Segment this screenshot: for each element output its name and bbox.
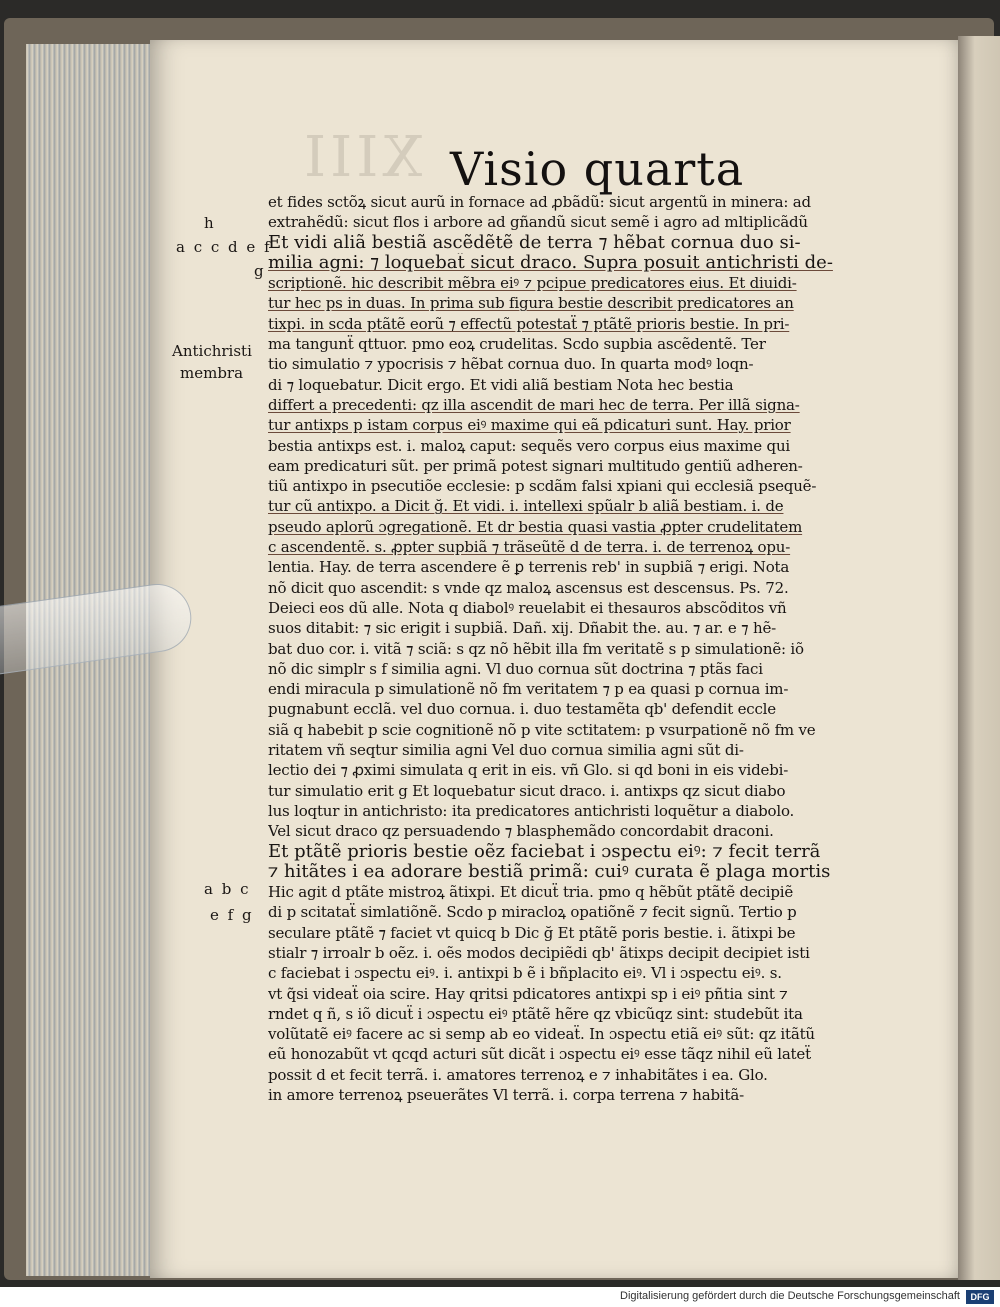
margin-letter-g: g — [254, 262, 266, 280]
text-line: suos ditabit: ⁊ sic erigit i supbiã. Dañ. xij. Dñabit the. au. ⁊ ar. e ⁊ hẽ- — [268, 619, 776, 638]
text-line: Deieci eos dũ alle. Nota q diabolꝰ reuelabit ei thesauros abscõditos vñ — [268, 598, 787, 617]
text-line: lus loqtur in antichristo: ita predicatores antichristi loquẽtur a diabolo. — [268, 801, 795, 820]
running-head: Visio quarta — [450, 142, 745, 196]
dfg-logo: DFG — [966, 1290, 994, 1304]
text-line: endi miracula p simulationẽ nõ fm veritatem ⁊ p ea quasi p cornua im- — [268, 680, 789, 699]
text-line: differt a precedenti: qz illa ascendit de mari hec de terra. Per illã signa- — [268, 395, 800, 414]
text-line: eũ honozabũt vt qcqd acturi sũt dicãt i ɔspectu eiꝰ esse tãqz nihil eũ lateẗ — [268, 1045, 811, 1064]
text-line: tixpi. in scda ptãtẽ eorũ ⁊ effectũ potestaẗ ⁊ ptãtẽ prioris bestie. In pri- — [268, 314, 790, 333]
text-line: in amore terrenoꝝ pseuerãtes Vl terrã. i. corpa terrena ⁊ habitã- — [268, 1086, 744, 1105]
text-line: Hic agit d ptãte mistroꝝ ãtixpi. Et dicuẗ tria. pmo q hẽbũt ptãtẽ decipiẽ — [268, 883, 794, 902]
main-text-block — [268, 192, 896, 1105]
text-line: vt q̃si videaẗ oia scire. Hay qritsi pdicatores antixpi sp i eiꝰ pñtia sint ⁊ — [268, 984, 788, 1003]
text-line: bestia antixps est. i. maloꝝ caput: sequẽs vero corpus eius maxime qui — [268, 436, 791, 455]
text-line: possit d et fecit terrã. i. amatores terrenoꝝ e ⁊ inhabitãtes i ea. Glo. — [268, 1065, 768, 1084]
text-line: ⁊ hitãtes i ea adorare bestiã primã: cuiꝰ curata ẽ plaga mortis — [268, 861, 831, 882]
text-line: lentia. Hay. de terra ascendere ẽ ꝑ terrenis reb' in supbiã ⁊ erigi. Nota — [268, 558, 790, 577]
text-line: lectio dei ⁊ ꝓximi simulata q erit in eis. vñ Glo. si qd boni in eis videbi- — [268, 761, 789, 780]
text-line: pseudo aplorũ ɔgregationẽ. Et dr bestia quasi vastia ꝓpter crudelitatem — [268, 517, 803, 536]
text-line: Et vidi aliã bestiã ascẽdẽtẽ de terra ⁊ hẽbat cornua duo si- — [268, 232, 801, 253]
margin-membra: membra — [180, 364, 244, 382]
text-line: tur cũ antixpo. a Dicit ğ. Et vidi. i. intellexi spũalr b aliã bestiam. i. de — [268, 497, 784, 516]
text-line: volũtatẽ eiꝰ facere ac si semp ab eo videaẗ. In ɔspectu etiã eiꝰ sũt: qz itãtũ — [268, 1025, 815, 1044]
bleed-through-text: XIII — [300, 125, 423, 190]
footer-bar — [0, 1287, 1000, 1307]
margin-letters-a-f: a c c d e f — [176, 238, 272, 256]
text-line: di p scitataẗ simlatiõnẽ. Scdo p miracloꝝ opatiõnẽ ⁊ fecit signũ. Tertio p — [268, 903, 797, 922]
text-line: tur simulatio erit g Et loquebatur sicut draco. i. antixps qz sicut diabo — [268, 781, 786, 800]
footer-credit: Digitalisierung gefördert durch die Deutsche Forschungsgemeinschaft — [620, 1290, 960, 1302]
text-line: nõ dicit quo ascendit: s vnde qz maloꝝ ascensus est descensus. Ps. 72. — [268, 578, 789, 597]
margin-letter-h: h — [204, 214, 216, 232]
text-line: tio simulatio ⁊ ypocrisis ⁊ hẽbat cornua duo. In quarta modꝰ loqn- — [268, 355, 754, 374]
text-line: eam predicaturi sũt. per primã potest signari multitudo gentiũ adheren- — [268, 456, 803, 475]
text-line: ma tangunẗ qttuor. pmo eoꝝ crudelitas. Scdo supbia ascẽdentẽ. Ter — [268, 335, 766, 354]
text-line: pugnabunt ecclã. vel duo cornua. i. duo testamẽta qb' defendit eccle — [268, 700, 776, 719]
text-line: Et ptãtẽ prioris bestie oẽz faciebat i ɔspectu eiꝰ: ⁊ fecit terrã — [268, 841, 821, 862]
text-line: nõ dic simplr s f similia agni. Vl duo cornua sũt doctrina ⁊ ptãs faci — [268, 659, 763, 678]
text-line: stialr ⁊ irroalr b oẽz. i. oẽs modos decipiẽdi qb' ãtixps decipit decipiet isti — [268, 943, 810, 962]
text-line: extrahẽdũ: sicut flos i arbore ad gñandũ sicut semẽ i agro ad mltiplicãdũ — [268, 213, 808, 232]
text-line: tur antixps p istam corpus eiꝰ maxime qui eã pdicaturi sunt. Hay. prior — [268, 416, 791, 435]
text-line: scriptionẽ. hic describit mẽbra eiꝰ ⁊ pcipue predicatores eius. Et diuidi- — [268, 274, 797, 293]
text-line: tiũ antixpo in psecutiõe ecclesie: p scdãm falsi xpiani qui ecclesiã psequẽ- — [268, 477, 817, 496]
text-line: c faciebat i ɔspectu eiꝰ. i. antixpi b ẽ i bñplacito eiꝰ. Vl i ɔspectu eiꝰ. s. — [268, 964, 782, 983]
text-line: rndet q ñ, s iõ dicuẗ i ɔspectu eiꝰ ptãtẽ hẽre qz vbicũqz sint: studebũt ita — [268, 1004, 803, 1023]
text-line: di ⁊ loquebatur. Dicit ergo. Et vidi aliã bestiam Nota hec bestia — [268, 375, 734, 394]
text-line: Vel sicut draco qz persuadendo ⁊ blasphemãdo concordabit draconi. — [268, 822, 774, 841]
margin-antichristi: Antichristi — [172, 342, 252, 360]
text-line: et fides sctõꝝ sicut aurũ in fornace ad ꝓbãdũ: sicut argentũ in minera: ad — [268, 193, 811, 211]
text-line: siã q habebit p scie cognitionẽ nõ p vite sctitatem: p vsurpationẽ nõ fm ve — [268, 720, 816, 739]
facing-page-edge — [958, 36, 1000, 1280]
text-line: c ascendentẽ. s. ꝓpter supbiã ⁊ trãseũtẽ d de terra. i. de terrenoꝝ opu- — [268, 538, 791, 557]
margin-letters-efg: e f g — [210, 906, 254, 924]
text-line: ritatem vñ seqtur similia agni Vel duo cornua similia agni sũt di- — [268, 741, 744, 760]
text-line: bat duo cor. i. vitã ⁊ sciã: s qz nõ hẽbit illa fm veritatẽ s p simulationẽ: iõ — [268, 639, 804, 658]
text-line: milia agni: ⁊ loquebaẗ sicut draco. Supra posuit antichristi de- — [268, 252, 833, 273]
text-line: seculare ptãtẽ ⁊ faciet vt quicq b Dic ğ Et ptãtẽ poris bestie. i. ãtixpi be — [268, 923, 796, 942]
text-line: tur hec ps in duas. In prima sub figura bestie describit predicatores an — [268, 294, 794, 313]
margin-letters-abc: a b c — [204, 880, 251, 898]
